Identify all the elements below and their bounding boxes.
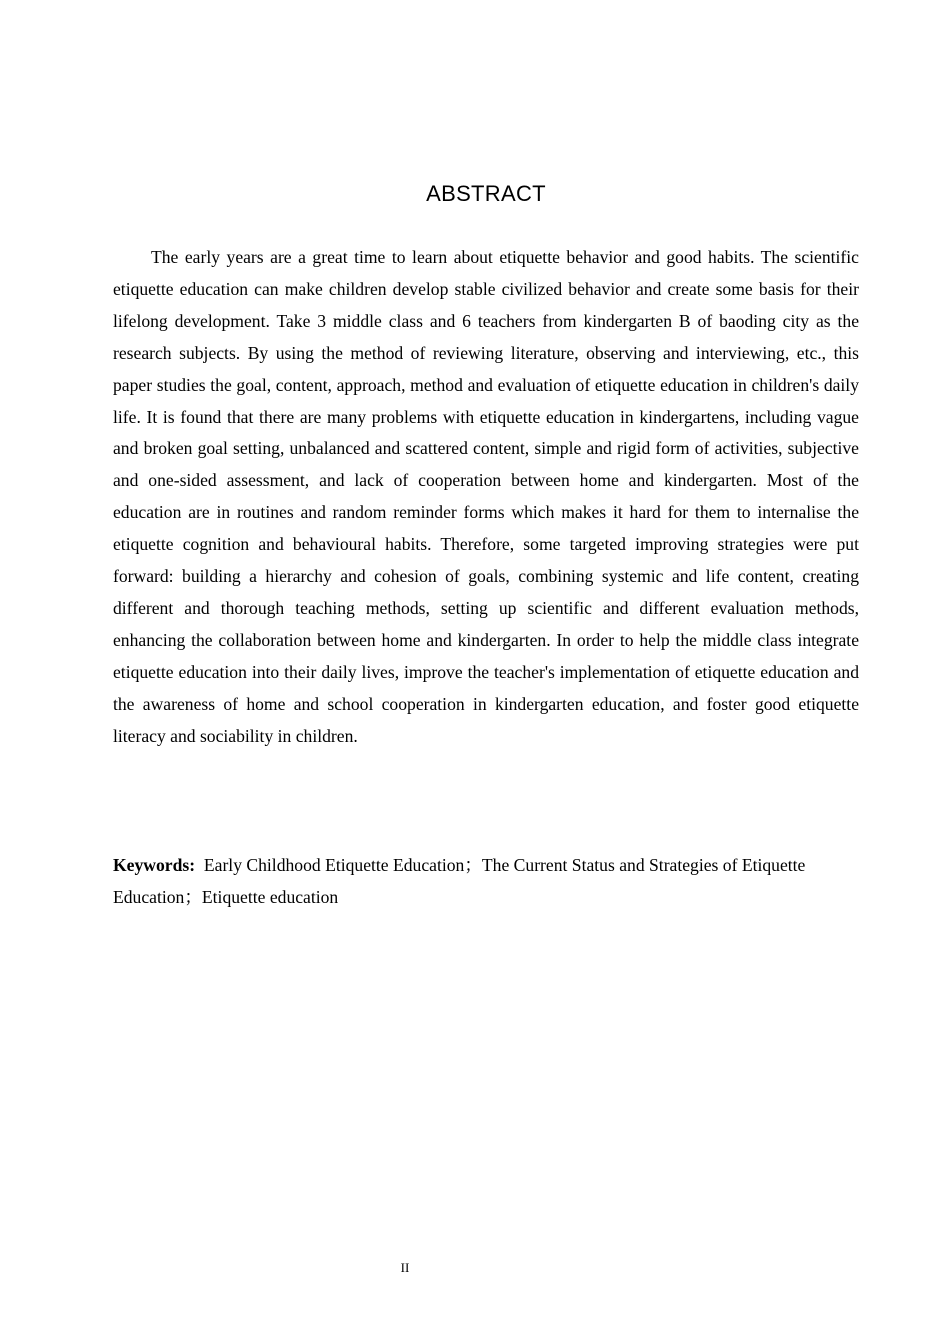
keywords-paragraph (113, 849, 813, 913)
abstract-body: The early years are a great time to learn about etiquette behavior and good habits. The scientific etiquette education can make children develop stable civilized behavior and create some basis for their lifelong development. Take 3 middle class and 6 teachers from kindergarten B of baoding city as the research subjects. By using the method of reviewing literature, observing and interviewing, etc., this paper studies the goal, content, approach, method and evaluation of etiquette education in children's daily life. It is found that there are many problems with etiquette education in kindergartens, including vague and broken goal setting, unbalanced and scattered content, simple and rigid form of activities, subjective and one-sided assessment, and lack of cooperation between home and kindergarten. Most of the education are in routines and random reminder forms which makes it hard for them to internalise the etiquette cognition and behavioural habits. Therefore, some targeted improving strategies were put forward: building a hierarchy and cohesion of goals, combining systemic and life content, creating different and thorough teaching methods, setting up scientific and different evaluation methods, enhancing the collaboration between home and kindergarten. In order to help the middle class integrate etiquette education into their daily lives, improve the teacher's implementation of etiquette education and the awareness of home and school cooperation in kindergarten education, and foster good etiquette literacy and sociability in children. (113, 247, 859, 746)
abstract-title: ABSTRACT (426, 181, 546, 206)
page-number: II (400, 1260, 410, 1275)
keywords-text: Early Childhood Etiquette Education；The Current Status and Strategies of Etiquette Education；Etiquette education (113, 855, 806, 907)
keywords-label: Keywords: (113, 855, 196, 875)
